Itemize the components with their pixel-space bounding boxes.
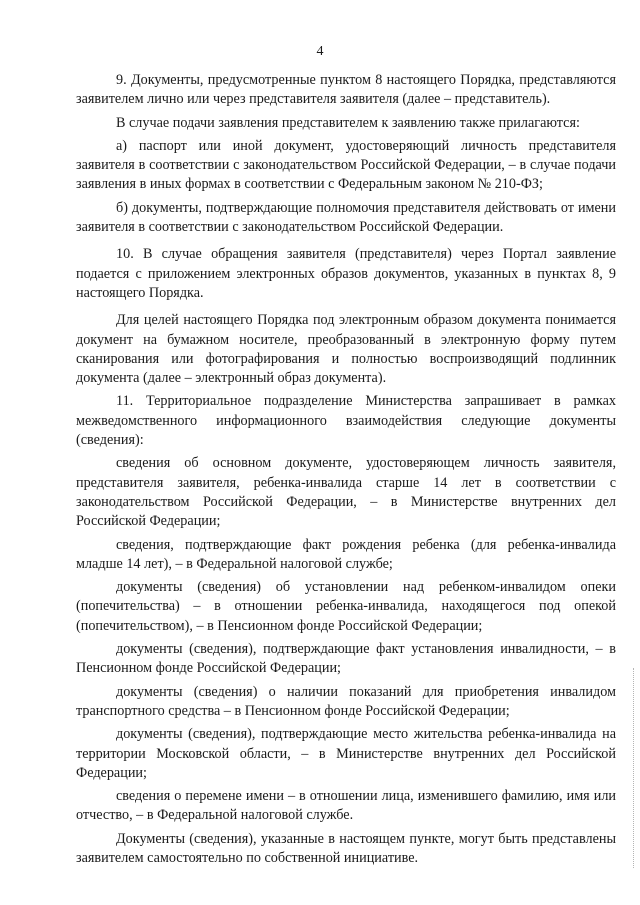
- list-item-vehicle-indications: документы (сведения) о наличии показаний для приобретения инвалидом транспортного средства – в Пенсионном фонде Российской Федерации;: [76, 683, 616, 719]
- list-item-identity-document: сведения об основном документе, удостоверяющем личность заявителя, представителя заявителя, ребенка-инвалида старше 14 лет в соответствии с законодательством Российской Федерации, – в Министерстве внутренних дел Российской Федерации;: [76, 455, 616, 530]
- list-item-disability-fact: документы (сведения), подтверждающие факт установления инвалидности, – в Пенсионном фонде Российской Федерации;: [76, 641, 616, 677]
- list-item-name-change: сведения о перемене имени – в отношении лица, изменившего фамилию, имя или отчество, – в Федеральной налоговой службе.: [76, 788, 616, 824]
- list-item-residence: документы (сведения), подтверждающие место жительства ребенка-инвалида на территории Московской области, – в Министерстве внутренних дел Российской Федерации;: [76, 726, 616, 781]
- page-number: 4: [316, 44, 324, 59]
- document-body: [76, 71, 616, 872]
- paragraph-9: 9. Документы, предусмотренные пунктом 8 настоящего Порядка, представляются заявителем лично или через представителя заявителя (далее – представитель).: [76, 72, 616, 108]
- paragraph-item-a: а) паспорт или иной документ, удостоверяющий личность представителя заявителя в соответствии с законодательством Российской Федерации, – в случае подачи заявления в иных формах в соответствии с Федеральным законом № 210-ФЗ;: [76, 137, 616, 193]
- paragraph-item-b: б) документы, подтверждающие полномочия представителя действовать от имени заявителя в соответствии с законодательством Российской Федерации.: [76, 199, 616, 236]
- scan-edge-mark: [632, 668, 634, 868]
- list-item-birth-fact: сведения, подтверждающие факт рождения ребенка (для ребенка-инвалида младше 14 лет), – в Федеральной налоговой службе;: [76, 536, 616, 572]
- list-item-guardianship: документы (сведения) об установлении над ребенком-инвалидом опеки (попечительства) – в отношении ребенка-инвалида, находящегося под опекой (попечительством), – в Пенсионном фонде Российской Федерации;: [76, 579, 616, 634]
- paragraph-self-submission: Документы (сведения), указанные в настоящем пункте, могут быть представлены заявителем самостоятельно по собственной инициативе.: [76, 830, 616, 866]
- paragraph-10: 10. В случае обращения заявителя (представителя) через Портал заявление подается с приложением электронных образов документов, указанных в пунктах 8, 9 настоящего Порядка.: [76, 246, 616, 301]
- paragraph-representative-intro: В случае подачи заявления представителем к заявлению также прилагаются:: [116, 114, 580, 131]
- paragraph-11: 11. Территориальное подразделение Министерства запрашивает в рамках межведомственного информационного взаимодействия следующие документы (сведения):: [76, 393, 616, 449]
- paragraph-electronic-image-definition: Для целей настоящего Порядка под электронным образом документа понимается документ на бумажном носителе, преобразованный в электронную форму путем сканирования или фотографирования и полностью воспроизводящий подлинник документа (далее – электронный образ документа).: [76, 312, 616, 387]
